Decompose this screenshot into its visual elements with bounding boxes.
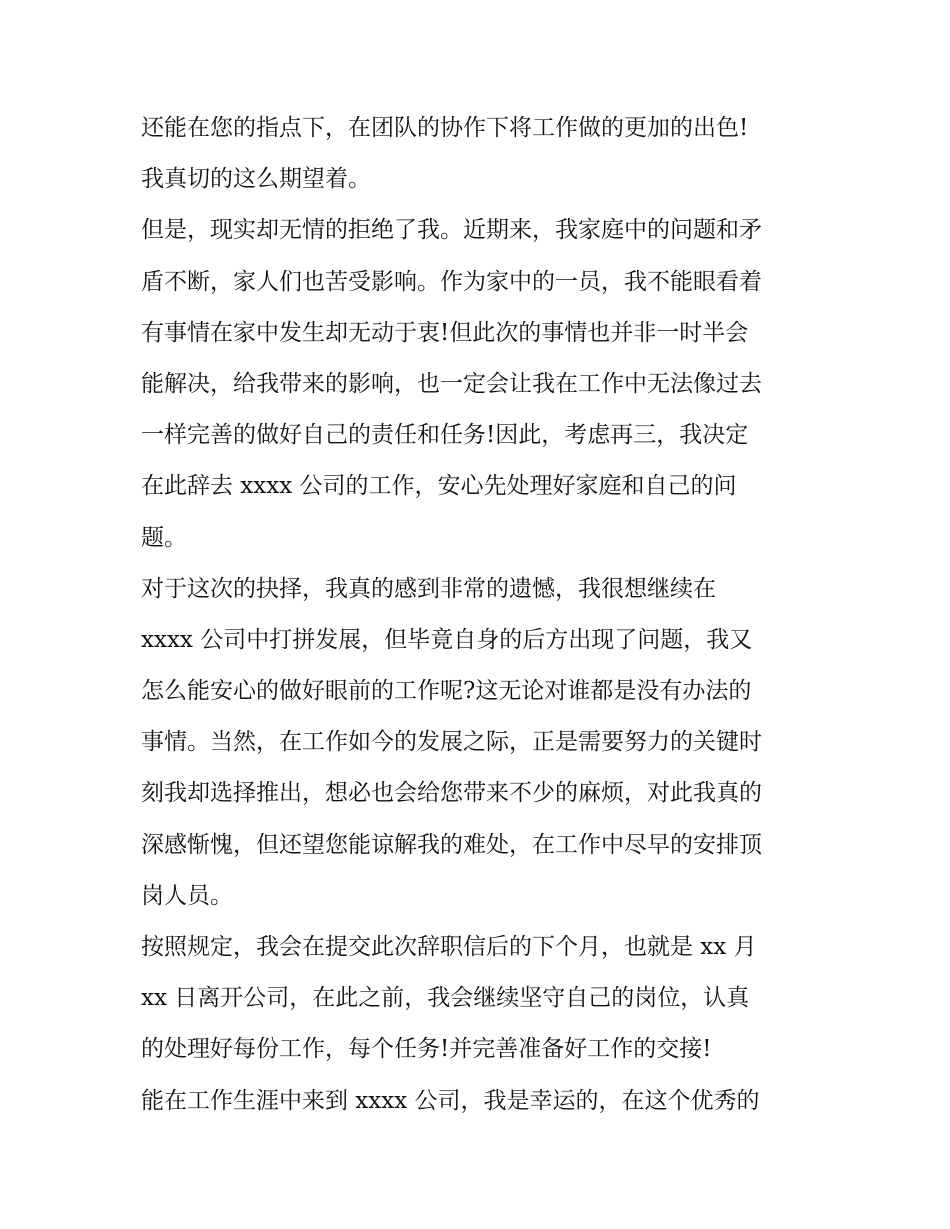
letter-body: [141, 103, 831, 1127]
text-line-2: 我真切的这么期望着。: [141, 166, 371, 193]
text-line-16: 岗人员。: [141, 882, 233, 909]
text-line-3: 但是，现实却无情的拒绝了我。近期来，我家庭中的问题和矛: [141, 217, 762, 244]
text-line-15: 深感惭愧，但还望您能谅解我的难处，在工作中尽早的安排顶: [141, 831, 762, 858]
text-line-1: 还能在您的指点下，在团队的协作下将工作做的更加的出色!: [141, 115, 749, 141]
text-line-6: 能解决，给我带来的影响，也一定会让我在工作中无法像过去: [141, 370, 762, 397]
text-line-5: 有事情在家中发生却无动于衷!但此次的事情也并非一时半会: [141, 319, 749, 346]
text-line-18: xx 日离开公司，在此之前，我会继续坚守自己的岗位，认真: [141, 985, 750, 1012]
text-line-11: xxxx 公司中打拼发展，但毕竟自身的后方出现了问题，我又: [141, 626, 753, 653]
text-line-4: 盾不断，家人们也苦受影响。作为家中的一员，我不能眼看着: [141, 268, 762, 295]
text-line-12: 怎么能安心的做好眼前的工作呢?这无论对谁都是没有办法的: [141, 678, 752, 705]
text-line-20: 能在工作生涯中来到 xxxx 公司，我是幸运的，在这个优秀的: [141, 1087, 760, 1114]
text-line-7: 一样完善的做好自己的责任和任务!因此，考虑再三，我决定: [141, 422, 749, 449]
text-line-19: 的处理好每份工作，每个任务!并完善准备好工作的交接!: [141, 1036, 712, 1063]
text-line-8: 在此辞去 xxxx 公司的工作，安心先处理好家庭和自己的问: [141, 473, 737, 500]
text-line-14: 刻我却选择推出，想必也会给您带来不少的麻烦，对此我真的: [141, 780, 762, 807]
text-line-13: 事情。当然，在工作如今的发展之际，正是需要努力的关键时: [141, 729, 762, 756]
text-line-9: 题。: [141, 524, 187, 551]
text-line-10: 对于这次的抉择，我真的感到非常的遗憾，我很想继续在: [141, 575, 716, 602]
text-line-17: 按照规定，我会在提交此次辞职信后的下个月，也就是 xx 月: [141, 934, 757, 960]
